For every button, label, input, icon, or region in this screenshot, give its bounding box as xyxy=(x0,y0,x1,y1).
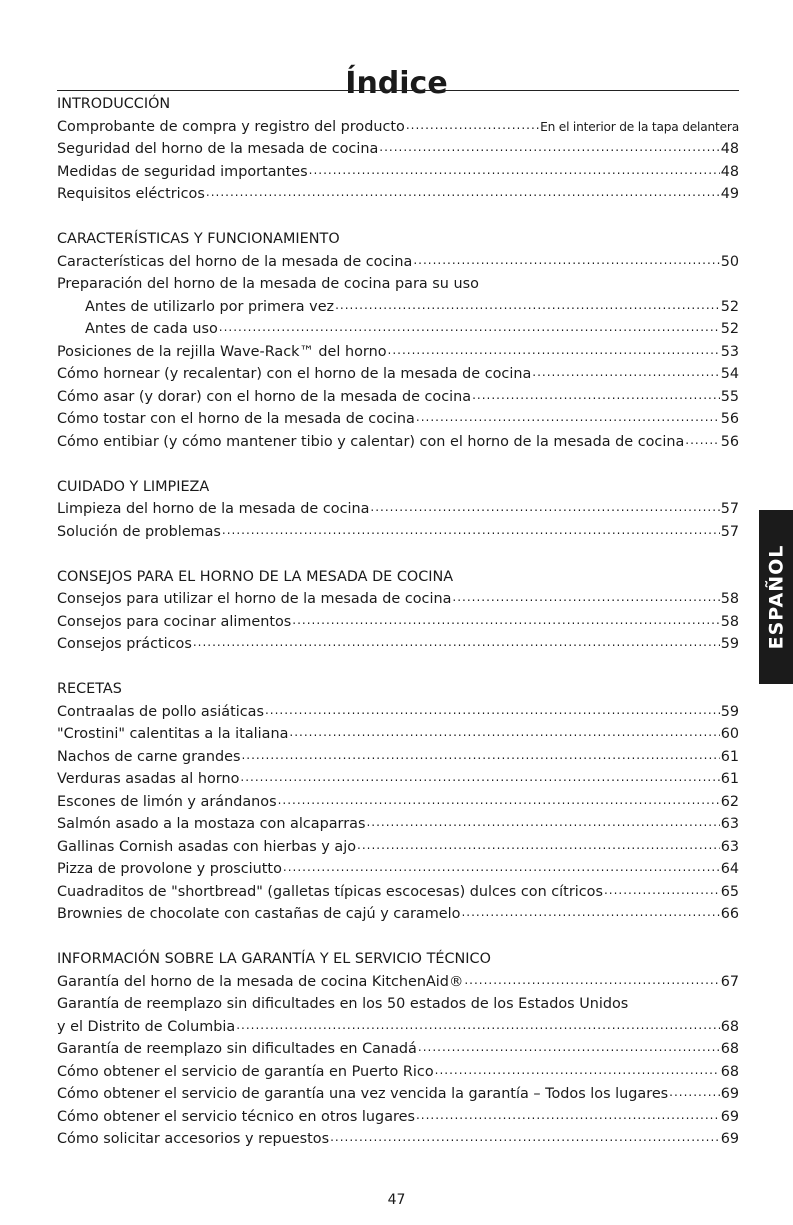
toc-entry xyxy=(57,1038,739,1061)
toc-entry-title: Características del horno de la mesada de cocina xyxy=(57,253,413,270)
dot-leader xyxy=(464,974,719,986)
toc-entry-title: Cómo solicitar accesorios y repuestos xyxy=(57,1131,330,1147)
toc-entry-page: 49 xyxy=(720,186,739,202)
toc-entry xyxy=(57,431,739,454)
toc-entry xyxy=(57,386,739,409)
dot-leader xyxy=(241,749,719,761)
dot-leader xyxy=(416,411,720,423)
toc-entry-title: Cómo obtener el servicio de garantía en Puerto Rico xyxy=(57,1063,434,1080)
toc-entry xyxy=(57,1083,739,1106)
dot-leader xyxy=(278,794,720,806)
toc-entry xyxy=(57,1128,739,1151)
toc-entry xyxy=(57,1016,739,1039)
section-heading: CONSEJOS PARA EL HORNO DE LA MESADA DE COCINA xyxy=(57,568,454,585)
dot-leader xyxy=(222,524,720,536)
dot-leader xyxy=(435,1064,720,1076)
toc-section xyxy=(57,678,739,926)
toc-section xyxy=(57,228,739,453)
toc-entry-page: 69 xyxy=(720,1086,739,1102)
toc-entry-page: 60 xyxy=(720,726,739,742)
toc-entry-page: 69 xyxy=(720,1108,739,1125)
toc-entry-page: 64 xyxy=(720,861,739,877)
toc-entry-page: 52 xyxy=(720,321,739,337)
toc-entry xyxy=(57,318,739,341)
toc-entry-title: Antes de utilizarlo por primera vez xyxy=(85,298,335,315)
toc-entry-title: Limpieza del horno de la mesada de cocina xyxy=(57,501,370,517)
toc-entry-page: 53 xyxy=(720,343,739,360)
toc-entry xyxy=(57,768,739,791)
toc-entry xyxy=(57,858,739,881)
toc-entry-page: 61 xyxy=(720,748,739,765)
section-heading: CUIDADO Y LIMPIEZA xyxy=(57,478,210,495)
dot-leader xyxy=(669,1086,720,1098)
dot-leader xyxy=(240,771,719,783)
toc-entry xyxy=(57,251,739,274)
toc-section xyxy=(57,93,739,206)
toc-entry-title: Cuadraditos de "shortbread" (galletas típicas escocesas) dulces con cítricos xyxy=(57,883,603,900)
toc-entry xyxy=(57,836,739,859)
toc-entry-title: Pizza de provolone y prosciutto xyxy=(57,861,282,877)
language-tab-label: ESPAÑOL xyxy=(765,544,787,650)
dot-leader xyxy=(416,1109,720,1121)
toc-entry xyxy=(57,273,739,296)
section-heading: INTRODUCCIÓN xyxy=(57,96,171,112)
toc-entry xyxy=(57,296,739,319)
dot-leader xyxy=(309,164,720,176)
table-of-contents xyxy=(57,93,739,1173)
dot-leader xyxy=(452,591,719,603)
toc-entry-page: 58 xyxy=(720,591,739,607)
page-title: Índice xyxy=(345,66,448,102)
toc-entry-title: Salmón asado a la mostaza con alcaparras xyxy=(57,816,366,832)
toc-entry xyxy=(57,341,739,364)
toc-entry-title: "Crostini" calentitas a la italiana xyxy=(57,726,289,742)
toc-entry xyxy=(57,701,739,724)
toc-entry-page: 59 xyxy=(720,636,739,652)
toc-entry-page: 62 xyxy=(720,793,739,810)
toc-entry-title: Cómo obtener el servicio técnico en otros lugares xyxy=(57,1108,415,1125)
toc-entry-page: 65 xyxy=(720,883,739,900)
toc-entry-title: Antes de cada uso xyxy=(85,321,218,337)
toc-entry-page: 59 xyxy=(720,703,739,720)
toc-entry-title: Solución de problemas xyxy=(57,523,221,540)
toc-entry-title: Cómo asar (y dorar) con el horno de la mesada de cocina xyxy=(57,388,472,405)
toc-entry-page: 57 xyxy=(720,501,739,517)
toc-entry-page: 57 xyxy=(720,523,739,540)
toc-entry-page: 56 xyxy=(720,411,739,427)
toc-entry xyxy=(57,971,739,994)
dot-leader xyxy=(265,704,720,716)
dot-leader xyxy=(604,884,720,896)
toc-entry-title: Seguridad del horno de la mesada de cocina xyxy=(57,141,379,157)
toc-entry xyxy=(57,116,739,139)
dot-leader xyxy=(236,1019,720,1031)
toc-entry-title: Brownies de chocolate con castañas de cajú y caramelo xyxy=(57,906,461,922)
dot-leader xyxy=(206,186,720,198)
toc-entry xyxy=(57,611,739,634)
toc-entry-title: Garantía de reemplazo sin dificultades en Canadá xyxy=(57,1041,417,1057)
toc-entry-page: 50 xyxy=(720,253,739,270)
toc-entry-title: Consejos para utilizar el horno de la mesada de cocina xyxy=(57,591,452,607)
toc-entry-title: Gallinas Cornish asadas con hierbas y ajo xyxy=(57,838,356,855)
dot-leader xyxy=(193,636,720,648)
toc-entry-page: 66 xyxy=(720,906,739,922)
toc-entry-title: Medidas de seguridad importantes xyxy=(57,163,308,180)
toc-entry-page: 63 xyxy=(720,838,739,855)
toc-entry-title: Cómo entibiar (y cómo mantener tibio y calentar) con el horno de la mesada de cocina xyxy=(57,433,685,450)
toc-entry-page: 61 xyxy=(720,771,739,787)
toc-entry xyxy=(57,498,739,521)
dot-leader xyxy=(292,614,719,626)
toc-entry-title: y el Distrito de Columbia xyxy=(57,1018,236,1035)
section-heading: CARACTERÍSTICAS Y FUNCIONAMIENTO xyxy=(57,231,340,247)
toc-section xyxy=(57,566,739,656)
dot-leader xyxy=(330,1131,720,1143)
toc-entry-page: 48 xyxy=(720,163,739,180)
toc-entry xyxy=(57,903,739,926)
toc-entry-title: Comprobante de compra y registro del producto xyxy=(57,118,405,135)
dot-leader xyxy=(461,906,719,918)
toc-entry-page: 52 xyxy=(720,298,739,315)
toc-entry-page: 56 xyxy=(720,433,739,450)
dot-leader xyxy=(406,119,539,131)
toc-entry xyxy=(57,723,739,746)
dot-leader xyxy=(472,389,720,401)
toc-entry-title: Escones de limón y arándanos xyxy=(57,793,277,810)
toc-entry xyxy=(57,161,739,184)
toc-entry-page: 67 xyxy=(720,973,739,990)
dot-leader xyxy=(532,366,719,378)
dot-leader xyxy=(335,299,720,311)
toc-entry-title: Garantía de reemplazo sin dificultades en los 50 estados de los Estados Unidos xyxy=(57,996,629,1012)
toc-entry-title: Consejos para cocinar alimentos xyxy=(57,613,292,630)
dot-leader xyxy=(289,726,719,738)
toc-entry-title: Cómo tostar con el horno de la mesada de cocina xyxy=(57,411,415,427)
toc-entry-title: Preparación del horno de la mesada de cocina para su uso xyxy=(57,276,479,292)
toc-entry-title: Contraalas de pollo asiáticas xyxy=(57,703,264,720)
toc-entry-title: Posiciones de la rejilla Wave-Rack™ del horno xyxy=(57,343,387,360)
dot-leader xyxy=(357,839,720,851)
toc-entry-title: Verduras asadas al horno xyxy=(57,771,240,787)
section-heading: INFORMACIÓN SOBRE LA GARANTÍA Y EL SERVICIO TÉCNICO xyxy=(57,951,491,967)
dot-leader xyxy=(283,861,720,873)
dot-leader xyxy=(366,816,719,828)
toc-entry-title: Nachos de carne grandes xyxy=(57,748,241,765)
toc-entry xyxy=(57,521,739,544)
dot-leader xyxy=(379,141,719,153)
toc-section xyxy=(57,476,739,544)
dot-leader xyxy=(685,434,719,446)
dot-leader xyxy=(388,344,720,356)
toc-entry-title: Cómo obtener el servicio de garantía una vez vencida la garantía – Todos los lugares xyxy=(57,1086,669,1102)
dot-leader xyxy=(413,254,719,266)
toc-section xyxy=(57,948,739,1151)
toc-entry-page: 63 xyxy=(720,816,739,832)
toc-entry-page: 68 xyxy=(720,1041,739,1057)
language-tab xyxy=(759,510,793,684)
toc-entry-page: 54 xyxy=(720,366,739,382)
toc-entry xyxy=(57,746,739,769)
toc-entry-page: 55 xyxy=(720,388,739,405)
toc-entry xyxy=(57,408,739,431)
toc-entry-page: 58 xyxy=(720,613,739,630)
toc-entry xyxy=(57,183,739,206)
toc-entry-page: 48 xyxy=(720,141,739,157)
toc-entry xyxy=(57,138,739,161)
toc-entry-page: 69 xyxy=(720,1131,739,1147)
toc-entry-title: Requisitos eléctricos xyxy=(57,186,205,202)
dot-leader xyxy=(219,321,720,333)
toc-entry-title: Garantía del horno de la mesada de cocina KitchenAid® xyxy=(57,973,464,990)
section-heading: RECETAS xyxy=(57,681,122,697)
page-number: 47 xyxy=(387,1192,406,1208)
toc-entry xyxy=(57,881,739,904)
dot-leader xyxy=(370,501,719,513)
toc-entry-title: Consejos prácticos xyxy=(57,636,192,652)
toc-entry xyxy=(57,588,739,611)
toc-entry-page: En el interior de la tapa delantera xyxy=(540,119,739,134)
toc-entry xyxy=(57,1061,739,1084)
toc-entry xyxy=(57,1106,739,1129)
toc-entry xyxy=(57,993,739,1016)
toc-entry xyxy=(57,363,739,386)
title-divider xyxy=(57,90,739,91)
toc-entry xyxy=(57,633,739,656)
dot-leader xyxy=(418,1041,720,1053)
toc-entry xyxy=(57,813,739,836)
toc-entry-page: 68 xyxy=(720,1063,739,1080)
toc-entry-title: Cómo hornear (y recalentar) con el horno de la mesada de cocina xyxy=(57,366,532,382)
toc-entry-page: 68 xyxy=(720,1018,739,1035)
toc-entry xyxy=(57,791,739,814)
